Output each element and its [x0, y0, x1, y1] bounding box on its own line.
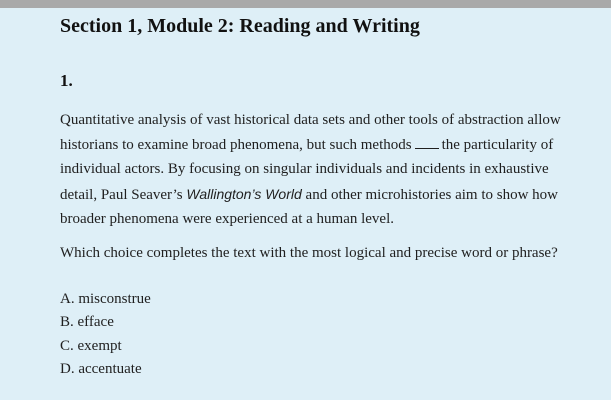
- section-title: Section 1, Module 2: Reading and Writing: [60, 15, 420, 37]
- question-prompt: Which choice completes the text with the most logical and precise word or phrase?: [60, 245, 558, 261]
- answer-choice-b[interactable]: B. efface: [60, 314, 114, 331]
- answer-choices: [60, 288, 151, 381]
- question-panel: [0, 8, 611, 400]
- passage-text-part-3: and other microhistories aim to show how broader phenomena were experienced at a human level.: [60, 186, 558, 228]
- question-passage: [60, 108, 575, 232]
- answer-choice-d[interactable]: D. accentuate: [60, 360, 142, 377]
- answer-choice-a[interactable]: A. misconstrue: [60, 291, 151, 307]
- passage-text-part-2: the particularity of individual actors. By focusing on singular individuals and incidents in exhaustive detail, Paul Seaver’s: [60, 136, 554, 203]
- question-number: 1.: [60, 71, 73, 90]
- answer-choice-c[interactable]: C. exempt: [60, 337, 122, 354]
- answer-blank: [415, 136, 439, 149]
- top-divider-bar: [0, 0, 611, 8]
- passage-text-part-1: Quantitative analysis of vast historical data sets and other tools of abstraction allow historians to examine broad phenomena, but such methods: [60, 112, 561, 153]
- passage-book-title: Wallington’s World: [186, 185, 302, 202]
